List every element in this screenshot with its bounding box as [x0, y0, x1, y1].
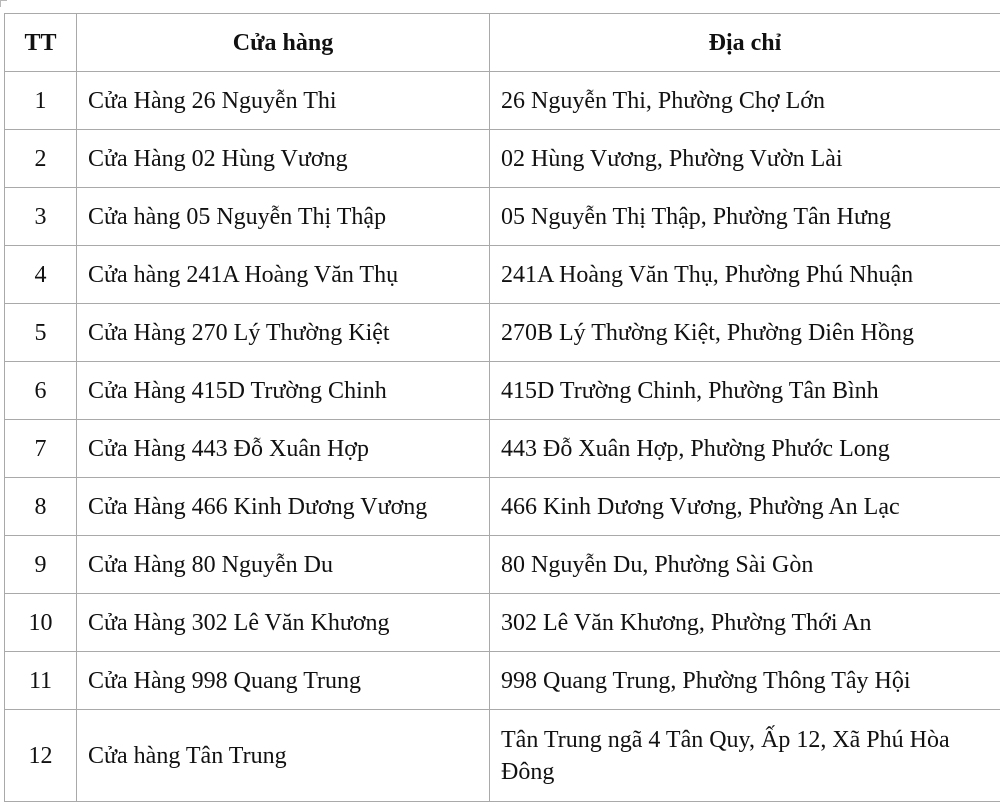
row-number: 9 — [5, 536, 77, 594]
table-row — [5, 710, 1000, 802]
table-row — [5, 652, 1000, 710]
document-corner-mark — [0, 0, 7, 7]
table-row — [5, 420, 1000, 478]
table-row — [5, 362, 1000, 420]
store-address: 80 Nguyễn Du, Phường Sài Gòn — [490, 536, 1000, 594]
row-number: 3 — [5, 188, 77, 246]
table-row — [5, 536, 1000, 594]
header-address: Địa chỉ — [490, 14, 1000, 72]
store-address: 415D Trường Chinh, Phường Tân Bình — [490, 362, 1000, 420]
store-address: 02 Hùng Vương, Phường Vườn Lài — [490, 130, 1000, 188]
store-name: Cửa Hàng 443 Đỗ Xuân Hợp — [77, 420, 490, 478]
store-table — [4, 13, 1000, 802]
store-address: 05 Nguyễn Thị Thập, Phường Tân Hưng — [490, 188, 1000, 246]
table-row — [5, 594, 1000, 652]
store-address: 26 Nguyễn Thi, Phường Chợ Lớn — [490, 72, 1000, 130]
store-name: Cửa hàng 241A Hoàng Văn Thụ — [77, 246, 490, 304]
table-row — [5, 478, 1000, 536]
store-name: Cửa hàng 05 Nguyễn Thị Thập — [77, 188, 490, 246]
row-number: 12 — [5, 710, 77, 802]
header-tt: TT — [5, 14, 77, 72]
store-address: 270B Lý Thường Kiệt, Phường Diên Hồng — [490, 304, 1000, 362]
table-row — [5, 188, 1000, 246]
store-address: 443 Đỗ Xuân Hợp, Phường Phước Long — [490, 420, 1000, 478]
row-number: 6 — [5, 362, 77, 420]
table-row — [5, 304, 1000, 362]
row-number: 4 — [5, 246, 77, 304]
store-address: 466 Kinh Dương Vương, Phường An Lạc — [490, 478, 1000, 536]
table-header-row — [5, 14, 1000, 72]
store-name: Cửa Hàng 998 Quang Trung — [77, 652, 490, 710]
row-number: 8 — [5, 478, 77, 536]
store-name: Cửa Hàng 80 Nguyễn Du — [77, 536, 490, 594]
store-name: Cửa Hàng 466 Kinh Dương Vương — [77, 478, 490, 536]
store-address: 241A Hoàng Văn Thụ, Phường Phú Nhuận — [490, 246, 1000, 304]
store-name: Cửa Hàng 26 Nguyễn Thi — [77, 72, 490, 130]
header-store: Cửa hàng — [77, 14, 490, 72]
row-number: 5 — [5, 304, 77, 362]
table-row — [5, 246, 1000, 304]
row-number: 10 — [5, 594, 77, 652]
row-number: 1 — [5, 72, 77, 130]
row-number: 2 — [5, 130, 77, 188]
table-row — [5, 72, 1000, 130]
store-name: Cửa hàng Tân Trung — [77, 710, 490, 802]
store-address: 998 Quang Trung, Phường Thông Tây Hội — [490, 652, 1000, 710]
row-number: 11 — [5, 652, 77, 710]
store-name: Cửa Hàng 415D Trường Chinh — [77, 362, 490, 420]
row-number: 7 — [5, 420, 77, 478]
store-address: 302 Lê Văn Khương, Phường Thới An — [490, 594, 1000, 652]
store-name: Cửa Hàng 302 Lê Văn Khương — [77, 594, 490, 652]
store-name: Cửa Hàng 02 Hùng Vương — [77, 130, 490, 188]
table-row — [5, 130, 1000, 188]
store-name: Cửa Hàng 270 Lý Thường Kiệt — [77, 304, 490, 362]
store-address: Tân Trung ngã 4 Tân Quy, Ấp 12, Xã Phú Hòa Đông — [490, 710, 1000, 802]
